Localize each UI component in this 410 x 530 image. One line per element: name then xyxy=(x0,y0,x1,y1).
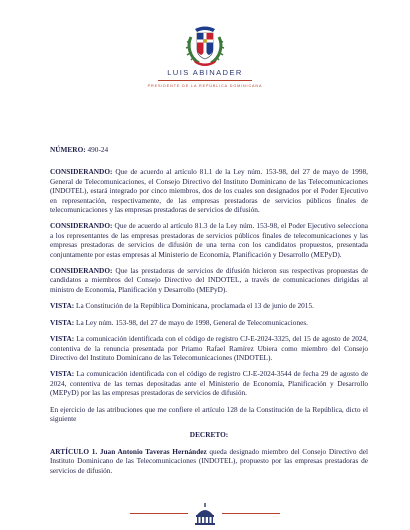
paragraph-text: Que de acuerdo al artículo 81.1 de la Ley núm. 153-98, del 27 de mayo de 1998, General de Telecomunicaciones, el Consejo Directivo del Instituto Dominicano de las Telecomunicaciones (INDOTEL), estará integrado por cinco miembros, dos de los cuales son designados por el Poder Ejecutivo en representación, respectivamente, de las empresas prestadoras de servicios públicos finales de telecomunicaciones y las empresas prestadoras de servicios de difusión. xyxy=(50,167,368,215)
palace-dome-icon xyxy=(193,503,217,525)
vista-paragraph-1 xyxy=(50,301,368,310)
article-lead: ARTÍCULO 1. Juan Antonio Taveras Hernández xyxy=(50,446,207,456)
president-name: LUIS ABINADER xyxy=(167,68,243,77)
vista-paragraph-3 xyxy=(50,334,368,362)
footer-line-right xyxy=(222,513,280,514)
exercise-paragraph xyxy=(50,405,368,424)
article-text: queda designado miembro del Consejo Directivo del Instituto Dominicano de las Telecomunicaciones (INDOTEL), propuesto por las empresas prestadoras de servicios de difusión. xyxy=(50,446,368,475)
article-1 xyxy=(50,447,368,475)
page-footer xyxy=(0,500,410,530)
vista-paragraph-2 xyxy=(50,318,368,327)
decree-number-value: 490-24 xyxy=(87,145,109,154)
considerando-paragraph-1 xyxy=(50,167,368,214)
paragraph-lead: CONSIDERANDO: xyxy=(50,266,113,276)
paragraph-lead: VISTA: xyxy=(50,334,75,344)
paragraph-text: La Ley núm. 153-98, del 27 de mayo de 1998, General de Telecomunicaciones. xyxy=(74,317,308,327)
paragraph-text: La comunicación identificada con el código de registro CJ-E-2024-3544 de fecha 29 de agosto de 2024, contentiva de las ternas depositadas ante el Ministerio de Economía, Planificación y Desarrollo (MEPyD) por las las empresas prestadoras de servicios de difusión. xyxy=(50,369,368,398)
header-divider xyxy=(158,80,252,81)
coat-of-arms-icon xyxy=(185,23,225,67)
letterhead xyxy=(0,0,410,120)
paragraph-lead: CONSIDERANDO: xyxy=(50,221,113,231)
footer-line-left xyxy=(130,513,188,514)
decree-number-label: NÚMERO: xyxy=(50,145,86,154)
considerando-paragraph-3 xyxy=(50,266,368,294)
paragraph-text: La comunicación identificada con el código de registro CJ-E-2024-3325, del 15 de agosto de 2024, contentiva de la renuncia presentada por Priamo Rafael Ramírez Ubiera como miembro del Consejo Directivo del Instituto Dominicano de las Telecomunicaciones (INDOTEL). xyxy=(50,334,368,362)
vista-paragraph-4 xyxy=(50,369,368,397)
decreto-title: DECRETO: xyxy=(189,430,229,440)
decree-number xyxy=(50,145,368,154)
paragraph-text: En ejercicio de las atribuciones que me confiere el artículo 128 de la Constitución de la República, dicto el siguiente xyxy=(50,404,368,423)
paragraph-text: La Constitución de la República Dominicana, proclamada el 13 de junio de 2015. xyxy=(74,301,314,311)
paragraph-text: Que las prestadoras de servicios de difusión hicieron sus respectivas propuestas de candidatos a miembros del Consejo Directivo del INDOTEL, a través de comunicaciones dirigidas al ministro de Economía, Planificación y Desarrollo (MEPyD). xyxy=(50,266,368,294)
paragraph-text: Que de acuerdo al artículo 81.3 de la Ley núm. 153-98, el Poder Ejecutivo selecciona a los representantes de las empresas prestadoras de servicios públicos finales de telecomunicaciones y las empresas prestadoras de servicios de difusión de una terna con los candidatos propuestos, presentada conjuntamente por estas empresas al Ministerio de Economía, Planificación y Desarrollo (MEPyD). xyxy=(50,221,368,259)
decree-body xyxy=(50,145,368,482)
considerando-paragraph-2 xyxy=(50,221,368,259)
president-title: PRESIDENTE DE LA REPÚBLICA DOMINICANA xyxy=(147,84,263,88)
paragraph-lead: CONSIDERANDO: xyxy=(50,167,113,177)
paragraph-lead: VISTA: xyxy=(50,317,75,327)
paragraph-lead: VISTA: xyxy=(50,301,75,311)
paragraph-lead: VISTA: xyxy=(50,369,75,379)
